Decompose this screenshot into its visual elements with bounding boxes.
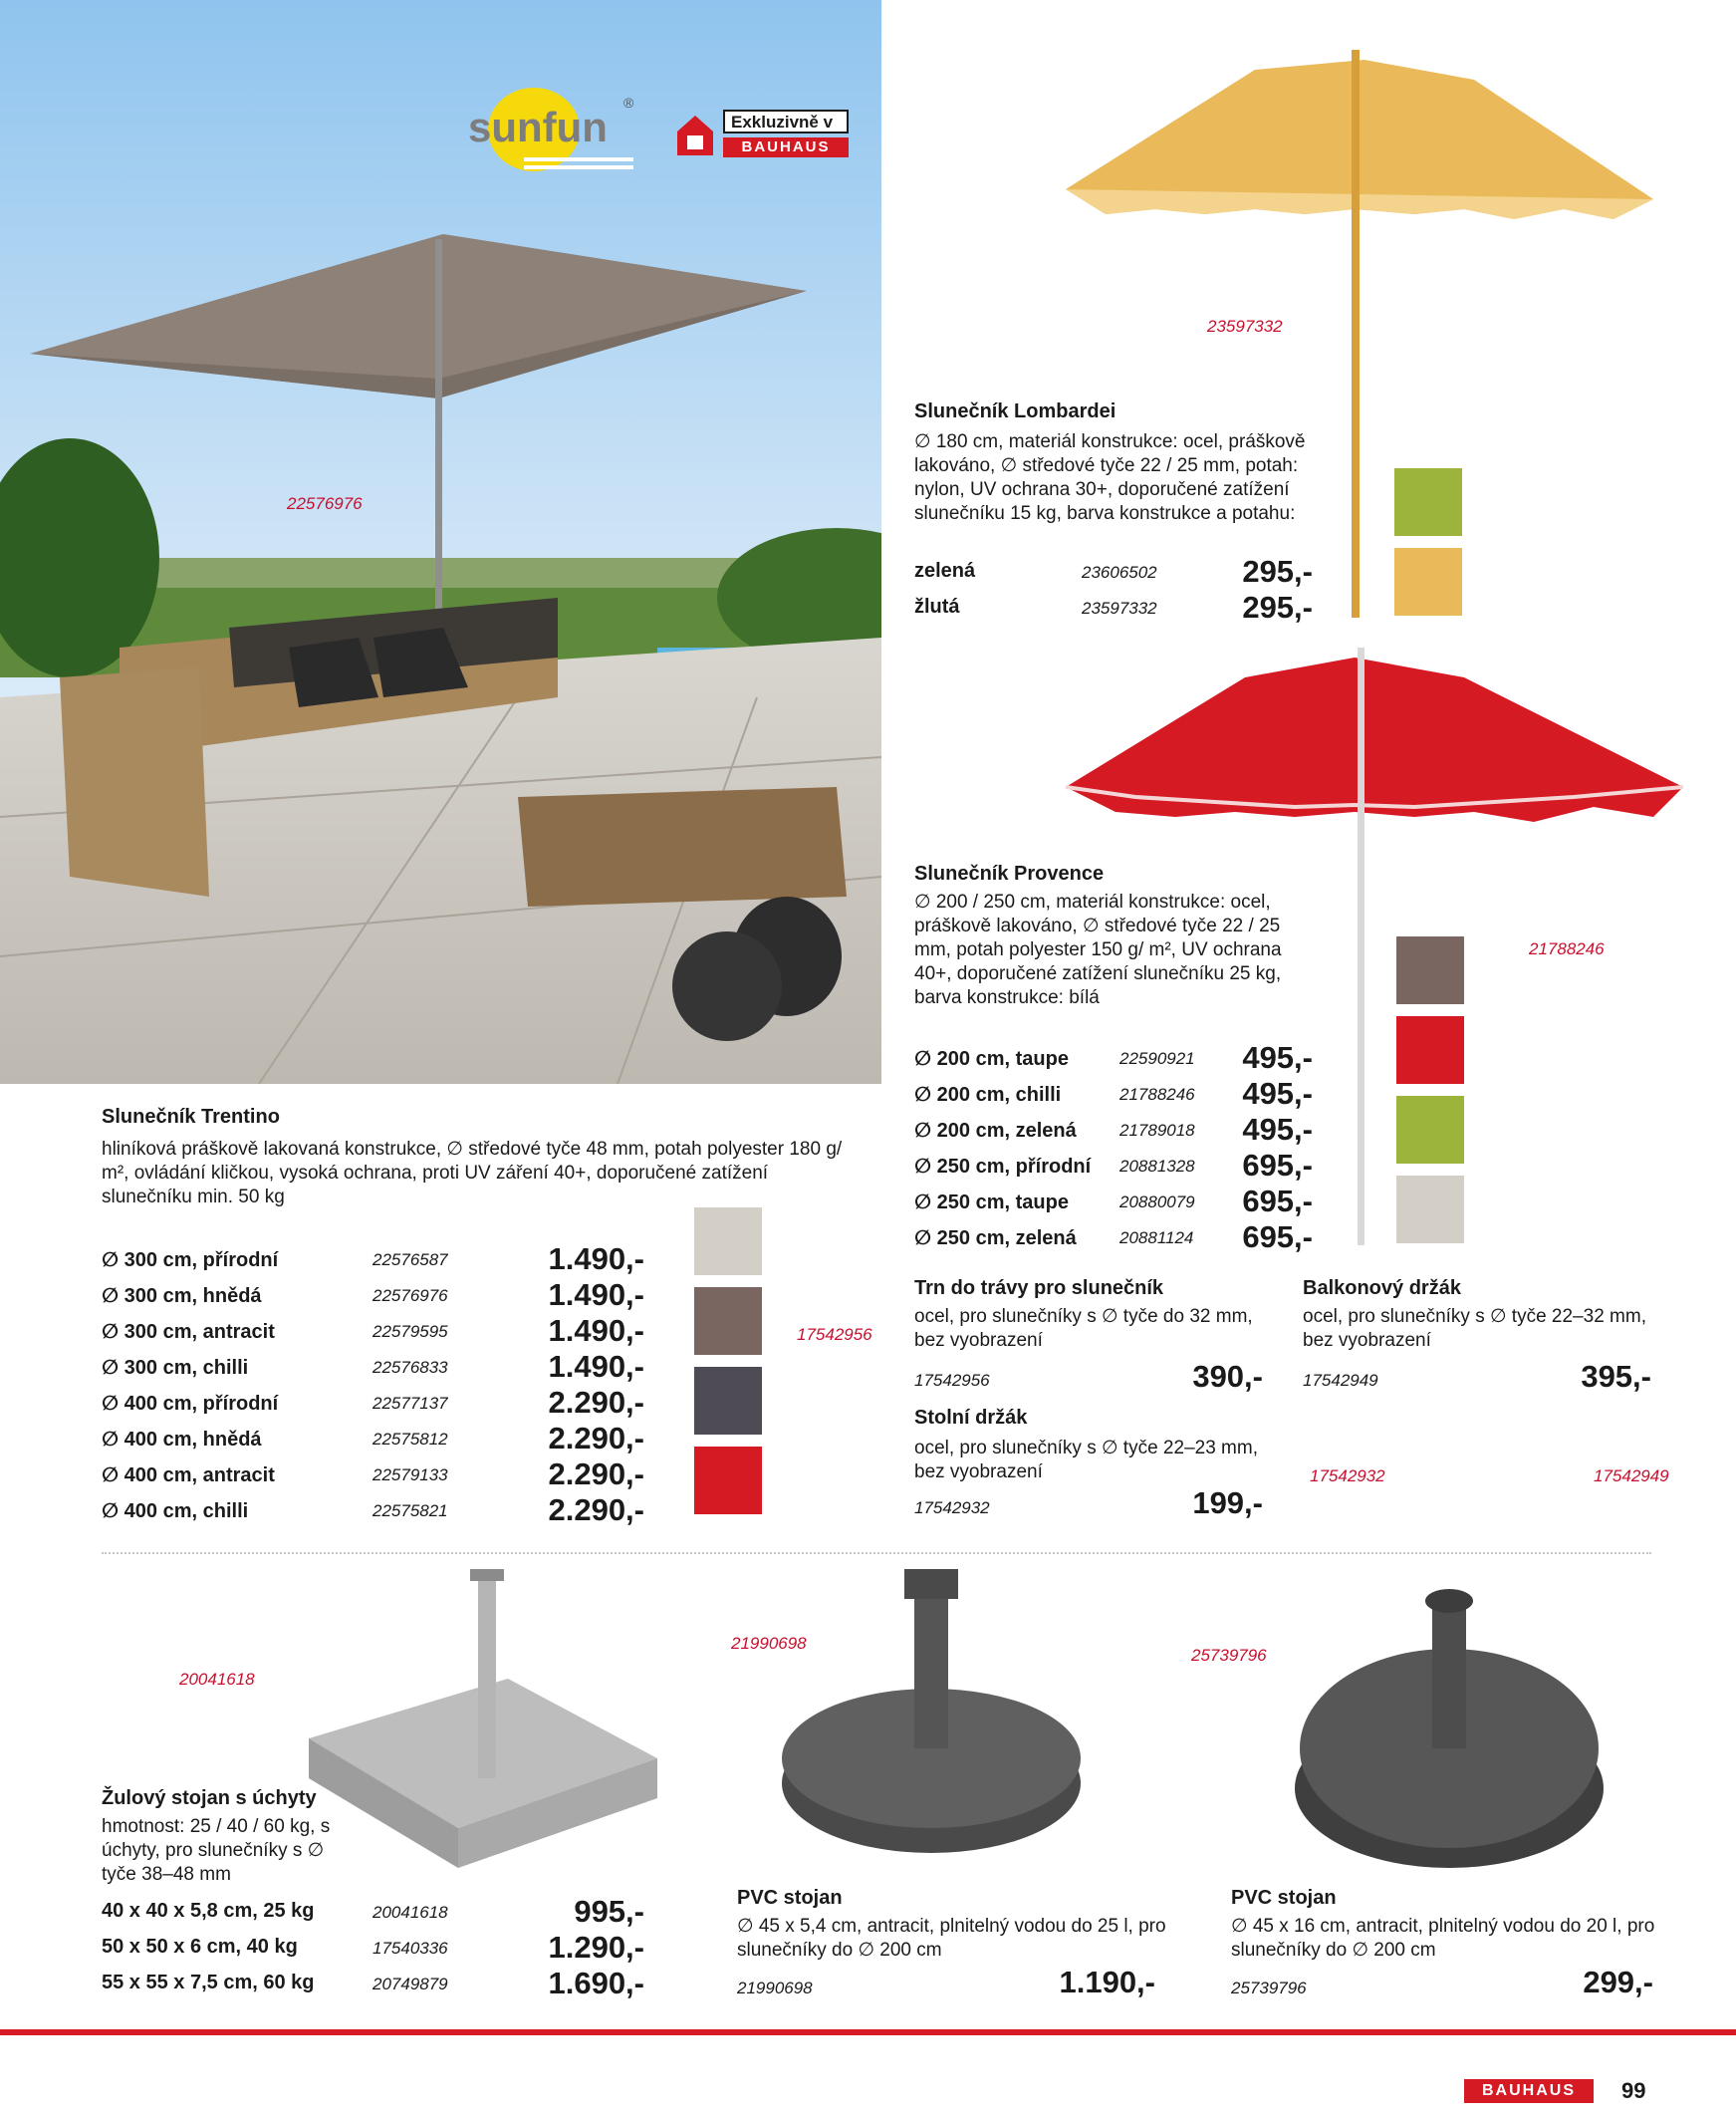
variant-price: 495,- [1242,1112,1313,1147]
provence-row [914,1112,1313,1148]
variant-label: ∅ 400 cm, hnědá [102,1429,262,1451]
variant-price: 1.290,- [548,1930,644,1965]
trentino-row [102,1492,644,1528]
stolni-title: Stolní držák [914,1407,1028,1429]
variant-code: 20881328 [1119,1157,1195,1176]
pvc-1-price: 1.190,- [1059,1965,1155,1999]
pvc-2-description: ∅ 45 x 16 cm, antracit, plnitelný vodou do 20 l, pro slunečníky do ∅ 200 cm [1231,1916,1655,1961]
lombardei-image-code: 23597332 [1207,317,1283,336]
variant-price: 1.490,- [548,1241,644,1276]
trn-code: 17542956 [914,1371,990,1390]
variant-code: 22590921 [1119,1049,1195,1068]
balkon-description: ocel, pro slunečníky s ∅ tyče 22–32 mm, bez vyobrazení [1303,1306,1646,1351]
stolni-image-code: 17542932 [1310,1466,1385,1485]
variant-price: 995,- [574,1894,644,1929]
trentino-row [102,1349,644,1385]
stolni-code: 17542932 [914,1498,990,1517]
trentino-description: hliníková práškově lakovaná konstrukce, ∅ středové tyče 48 mm, potah polyester 180 g/ m², ovládání kličkou, vysoká ochrana, proti UV záření 40+, doporučené zatížení slunečníku min. 50 kg [102,1139,843,1207]
trentino-row [102,1456,644,1492]
stolni-description: ocel, pro slunečníky s ∅ tyče 22–23 mm, bez vyobrazení [914,1438,1258,1482]
pvc-2-title: PVC stojan [1231,1887,1337,1909]
granite-stand-image [299,1569,667,1908]
provence-swatch-chilli [1396,1016,1464,1084]
trentino-row [102,1313,644,1349]
provence-swatch-green [1396,1096,1464,1164]
granite-title: Žulový stojan s úchyty [102,1787,317,1809]
variant-code: 17540336 [372,1939,448,1958]
granite-row [102,1930,644,1966]
provence-image-code: 21788246 [1529,939,1605,958]
trentino-row [102,1277,644,1313]
trn-price: 390,- [1192,1359,1263,1394]
variant-price: 495,- [1242,1040,1313,1075]
variant-price: 295,- [1242,590,1313,625]
provence-row [914,1184,1313,1219]
variant-code: 20041618 [372,1903,448,1922]
variant-label: ∅ 400 cm, přírodní [102,1393,279,1415]
pvc-2-price: 299,- [1583,1965,1653,1999]
variant-price: 2.290,- [548,1492,644,1527]
provence-row [914,1219,1313,1255]
hero-product-code: 22576976 [287,494,363,513]
balkon-image-code: 17542949 [1594,1466,1669,1485]
balkon-price: 395,- [1581,1359,1651,1394]
granite-description: hmotnost: 25 / 40 / 60 kg, s úchyty, pro slunečníky s ∅ tyče 38–48 mm [102,1816,331,1885]
trentino-swatch-brown [694,1287,762,1355]
pvc-1-image-code: 21990698 [731,1634,807,1653]
variant-price: 695,- [1242,1184,1313,1218]
trn-description: ocel, pro slunečníky s ∅ tyče do 32 mm, bez vyobrazení [914,1306,1253,1351]
provence-description: ∅ 200 / 250 cm, materiál konstrukce: ocel, práškově lakováno, ∅ středové tyče 22 / 25 mm, potah polyester 150 g/ m², UV ochrana 40+, doporučené zatížení slunečníku 25 kg, barva konstrukce: bílá [914,892,1282,1008]
lombardei-umbrella-image [1056,50,1653,628]
variant-code: 21788246 [1119,1085,1195,1104]
bauhaus-logo-small: BAUHAUS [723,137,849,157]
pvc-stand-2-image [1285,1589,1613,1878]
variant-label: žlutá [914,596,960,618]
lombardei-title: Slunečník Lombardei [914,400,1116,422]
svg-text:®: ® [623,95,634,111]
variant-label: zelená [914,560,976,582]
variant-price: 2.290,- [548,1385,644,1420]
variant-code: 23606502 [1082,563,1157,582]
variant-code: 20749879 [372,1975,448,1993]
page-number: 99 [1621,2078,1646,2103]
hero-scene [0,0,881,1084]
variant-price: 1.690,- [548,1966,644,2000]
variant-price: 1.490,- [548,1349,644,1384]
variant-code: 22575812 [372,1430,448,1449]
variant-label: ∅ 200 cm, chilli [914,1084,1062,1106]
bauhaus-exclusive-badge [675,108,851,161]
variant-code: 22576976 [372,1286,448,1305]
variant-price: 1.490,- [548,1313,644,1348]
trentino-row [102,1421,644,1456]
variant-label: ∅ 200 cm, zelená [914,1120,1077,1142]
variant-code: 22576833 [372,1358,448,1377]
variant-label: ∅ 250 cm, přírodní [914,1156,1092,1178]
trentino-swatch-anthracite [694,1367,762,1435]
variant-label: ∅ 250 cm, zelená [914,1227,1077,1249]
variant-price: 2.290,- [548,1421,644,1455]
variant-label: 55 x 55 x 7,5 cm, 60 kg [102,1972,315,1993]
variant-price: 495,- [1242,1076,1313,1111]
variant-price: 695,- [1242,1219,1313,1254]
pvc-1-description: ∅ 45 x 5,4 cm, antracit, plnitelný vodou do 25 l, pro slunečníky do ∅ 200 cm [737,1916,1166,1961]
pvc-stand-2-graphic [1285,1589,1613,1878]
trn-title: Trn do trávy pro slunečník [914,1277,1164,1299]
trentino-row [102,1385,644,1421]
exclusive-text: Exkluzivně v [723,110,849,133]
sunfun-logo-text: sunfun [468,104,608,150]
provence-row [914,1148,1313,1184]
provence-swatch-natural [1396,1176,1464,1243]
lombardei-description: ∅ 180 cm, materiál konstrukce: ocel, práškově lakováno, ∅ středové tyče 22 / 25 mm, potah: nylon, UV ochrana 30+, doporučené zatížení slunečníku 15 kg, barva konstrukce a potahu: [914,431,1306,524]
variant-label: 50 x 50 x 6 cm, 40 kg [102,1936,298,1958]
provence-row [914,1076,1313,1112]
trentino-swatch-natural [694,1207,762,1275]
pvc-1-title: PVC stojan [737,1887,843,1909]
variant-code: 22579595 [372,1322,448,1341]
lombardei-umbrella-graphic [1056,50,1653,628]
granite-stand-graphic [299,1569,667,1908]
variant-label: ∅ 200 cm, taupe [914,1048,1069,1070]
variant-label: ∅ 250 cm, taupe [914,1191,1069,1213]
variant-label: ∅ 300 cm, chilli [102,1357,249,1379]
variant-price: 2.290,- [548,1456,644,1491]
variant-label: ∅ 300 cm, antracit [102,1321,275,1343]
variant-price: 295,- [1242,554,1313,589]
variant-label: ∅ 300 cm, přírodní [102,1249,279,1271]
variant-label: ∅ 400 cm, chilli [102,1500,249,1522]
variant-code: 20880079 [1119,1192,1195,1211]
house-icon [675,112,715,157]
section-divider [102,1552,1651,1554]
variant-code: 22579133 [372,1465,448,1484]
variant-label: ∅ 400 cm, antracit [102,1464,275,1486]
pvc-2-image-code: 25739796 [1191,1646,1267,1665]
variant-price: 695,- [1242,1148,1313,1183]
trentino-title: Slunečník Trentino [102,1106,280,1128]
granite-image-code: 20041618 [179,1670,255,1689]
balkon-code: 17542949 [1303,1371,1378,1390]
lombardei-row [914,554,1313,590]
trn-image-code: 17542956 [797,1325,872,1344]
trentino-row [102,1241,644,1277]
pvc-2-code: 25739796 [1231,1979,1307,1997]
sunfun-logo-graphic [464,80,643,179]
footer-bauhaus-logo: BAUHAUS [1464,2079,1594,2103]
variant-label: 40 x 40 x 5,8 cm, 25 kg [102,1900,315,1922]
pvc-stand-1-image [767,1569,1096,1868]
balkon-title: Balkonový držák [1303,1277,1461,1299]
variant-code: 22576587 [372,1250,448,1269]
hero-photo [0,0,881,1084]
lombardei-swatch-green [1394,468,1462,536]
footer-bar [0,2029,1736,2035]
variant-code: 23597332 [1082,599,1157,618]
pvc-1-code: 21990698 [737,1979,813,1997]
variant-code: 22577137 [372,1394,448,1413]
sunfun-logo [464,80,643,179]
variant-code: 20881124 [1119,1228,1194,1247]
trentino-swatch-chilli [694,1447,762,1514]
lombardei-row [914,590,1313,626]
variant-price: 1.490,- [548,1277,644,1312]
granite-row [102,1894,644,1930]
granite-row [102,1966,644,2001]
stolni-price: 199,- [1192,1485,1263,1520]
provence-title: Slunečník Provence [914,863,1105,885]
variant-label: ∅ 300 cm, hnědá [102,1285,262,1307]
pvc-stand-1-graphic [767,1569,1096,1868]
variant-code: 21789018 [1119,1121,1195,1140]
lombardei-swatch-yellow [1394,548,1462,616]
provence-swatch-taupe [1396,936,1464,1004]
variant-code: 22575821 [372,1501,448,1520]
provence-row [914,1040,1313,1076]
